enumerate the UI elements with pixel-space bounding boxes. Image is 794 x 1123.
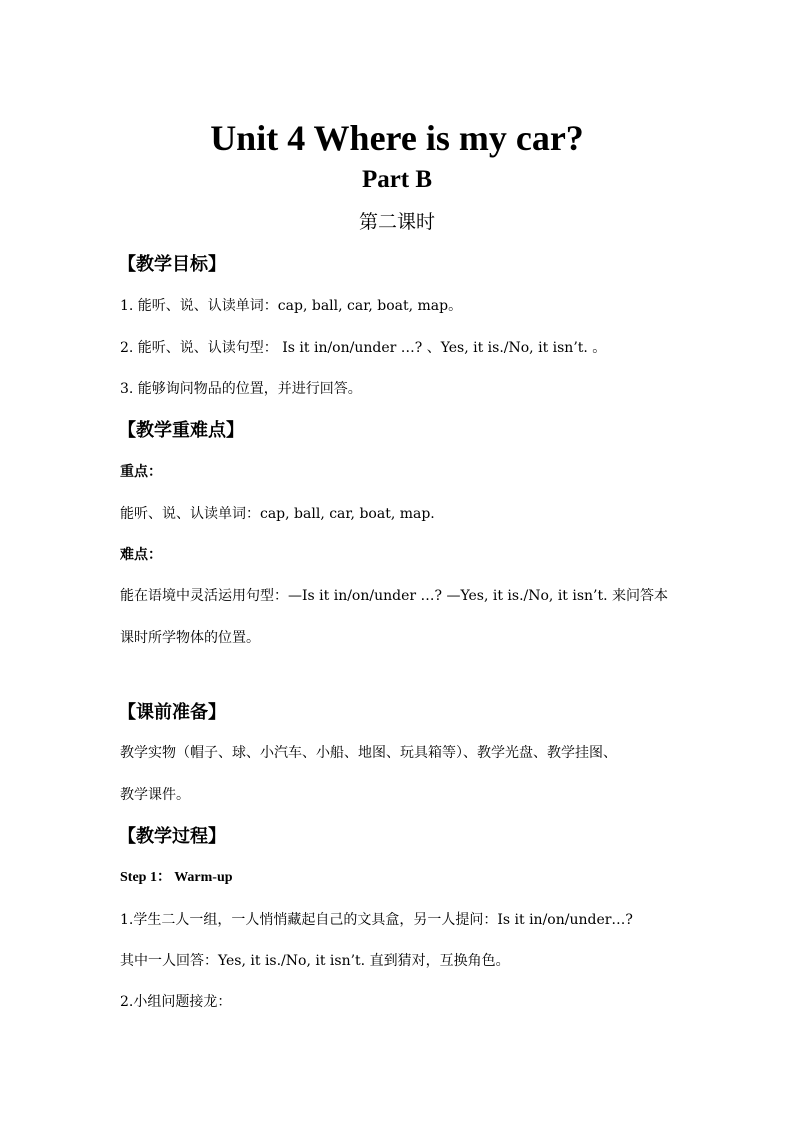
key-point-label: 重点：: [120, 464, 162, 480]
document-subtitle: Part B: [361, 166, 433, 193]
objective-item: 1. 能听、说、认读单词：cap, ball, car, boat, map。: [120, 298, 463, 314]
key-point-text: 能听、说、认读单词：cap, ball, car, boat, map.: [120, 506, 435, 522]
lesson-label: 第二课时: [358, 211, 435, 233]
key-points-heading: 【教学重难点】: [118, 420, 244, 441]
difficult-point-line: 能在语境中灵活运用句型：—Is it in/on/under …? —Yes, it is./No, it isn’t. 来问答本: [120, 588, 669, 604]
preparation-line: 教学实物（帽子、球、小汽车、小船、地图、玩具箱等）、教学光盘、教学挂图、: [120, 745, 617, 761]
objective-item: 2. 能听、说、认读句型： Is it in/on/under …? 、Yes, it is./No, it isn’t. 。: [120, 340, 607, 356]
step-1-heading: Step 1： Warm-up: [120, 870, 233, 885]
process-line: 1.学生二人一组，一人悄悄藏起自己的文具盒，另一人提问：Is it in/on/under…?: [120, 912, 633, 928]
process-heading: 【教学过程】: [118, 826, 226, 847]
document-title: Unit 4 Where is my car?: [210, 118, 584, 158]
process-line: 2.小组问题接龙：: [120, 994, 232, 1010]
preparation-heading: 【课前准备】: [118, 702, 226, 723]
process-line: 其中一人回答：Yes, it is./No, it isn’t. 直到猜对，互换角色。: [120, 953, 510, 969]
difficult-point-line: 课时所学物体的位置。: [120, 630, 260, 646]
preparation-line: 教学课件。: [120, 787, 190, 803]
difficult-point-label: 难点：: [120, 547, 162, 563]
objectives-heading: 【教学目标】: [118, 254, 226, 275]
objective-item: 3. 能够询问物品的位置，并进行回答。: [120, 381, 362, 397]
